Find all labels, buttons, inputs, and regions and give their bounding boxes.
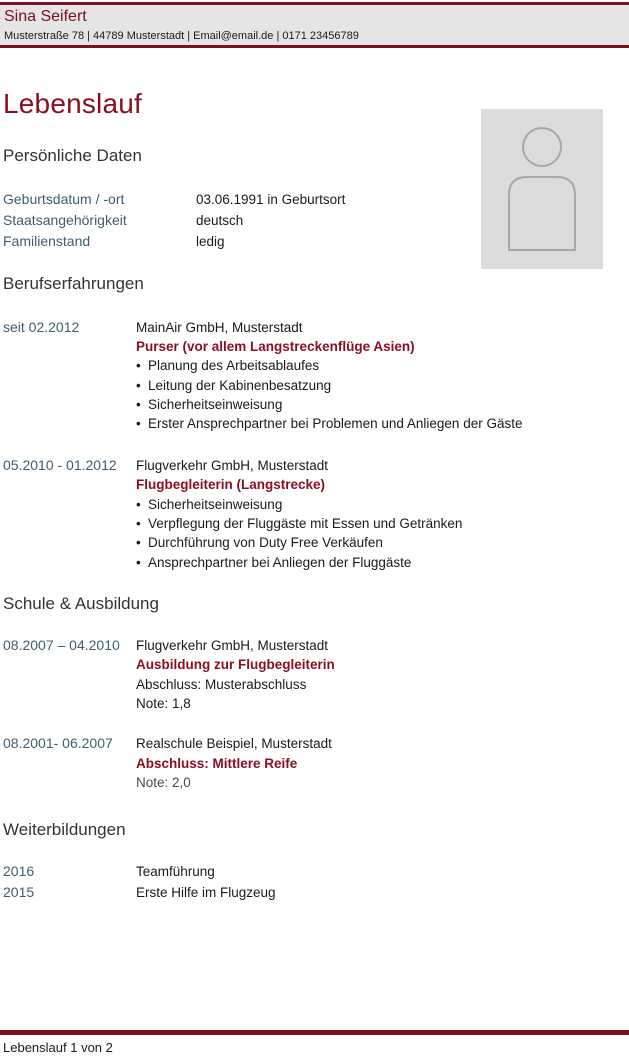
header-name: Sina Seifert xyxy=(4,8,87,25)
footer-page-number: Lebenslauf 1 von 2 xyxy=(3,1040,113,1055)
list-item: • Sicherheitseinweisung xyxy=(136,497,283,512)
section-training-heading: Weiterbildungen xyxy=(3,820,126,839)
education-degree: Abschluss: Mittlere Reife xyxy=(136,756,298,771)
training-title: Erste Hilfe im Flugzeug xyxy=(136,885,276,900)
page-title: Lebenslauf xyxy=(3,88,143,119)
work-date: seit 02.2012 xyxy=(3,319,80,335)
work-date: 05.2010 - 01.2012 xyxy=(3,457,117,473)
education-note: Abschluss: Musterabschluss xyxy=(136,677,307,692)
personal-label: Staatsangehörigkeit xyxy=(3,212,127,228)
education-date: 08.2001- 06.2007 xyxy=(3,735,113,751)
personal-value: deutsch xyxy=(196,213,244,228)
list-item: • Verpflegung der Fluggäste mit Essen und Getränken xyxy=(136,516,463,531)
header-bottom-rule xyxy=(0,45,629,48)
list-item: • Leitung der Kabinenbesatzung xyxy=(136,378,332,393)
education-institution: Realschule Beispiel, Musterstadt xyxy=(136,736,332,751)
profile-photo-placeholder xyxy=(481,109,603,269)
personal-value: ledig xyxy=(196,234,225,249)
personal-label: Geburtsdatum / -ort xyxy=(3,191,125,207)
section-work-heading: Berufserfahrungen xyxy=(3,274,144,293)
footer-rule xyxy=(0,1030,629,1035)
work-role: Flugbegleiterin (Langstrecke) xyxy=(136,477,326,492)
education-date: 08.2007 – 04.2010 xyxy=(3,637,120,653)
work-company: MainAir GmbH, Musterstadt xyxy=(136,320,303,335)
section-personal-heading: Persönliche Daten xyxy=(3,146,142,165)
list-item: • Ansprechpartner bei Anliegen der Fluggäste xyxy=(136,555,412,570)
training-title: Teamführung xyxy=(136,864,215,879)
list-item: • Planung des Arbeitsablaufes xyxy=(136,358,320,373)
personal-value: 03.06.1991 in Geburtsort xyxy=(196,192,346,207)
section-education-heading: Schule & Ausbildung xyxy=(3,594,159,613)
personal-label: Familienstand xyxy=(3,233,91,249)
education-degree: Ausbildung zur Flugbegleiterin xyxy=(136,657,335,672)
education-note: Note: 2,0 xyxy=(136,775,191,790)
header-contact: Musterstraße 78 | 44789 Musterstadt | Email@email.de | 0171 23456789 xyxy=(4,30,359,42)
list-item: • Sicherheitseinweisung xyxy=(136,397,283,412)
list-item: • Durchführung von Duty Free Verkäufen xyxy=(136,535,383,550)
education-institution: Flugverkehr GmbH, Musterstadt xyxy=(136,638,329,653)
work-role: Purser (vor allem Langstreckenflüge Asien) xyxy=(136,339,415,354)
work-company: Flugverkehr GmbH, Musterstadt xyxy=(136,458,329,473)
person-icon xyxy=(481,109,603,269)
education-note: Note: 1,8 xyxy=(136,696,191,711)
training-year: 2016 xyxy=(3,863,35,879)
training-year: 2015 xyxy=(3,884,35,900)
list-item: • Erster Ansprechpartner bei Problemen und Anliegen der Gäste xyxy=(136,416,523,431)
